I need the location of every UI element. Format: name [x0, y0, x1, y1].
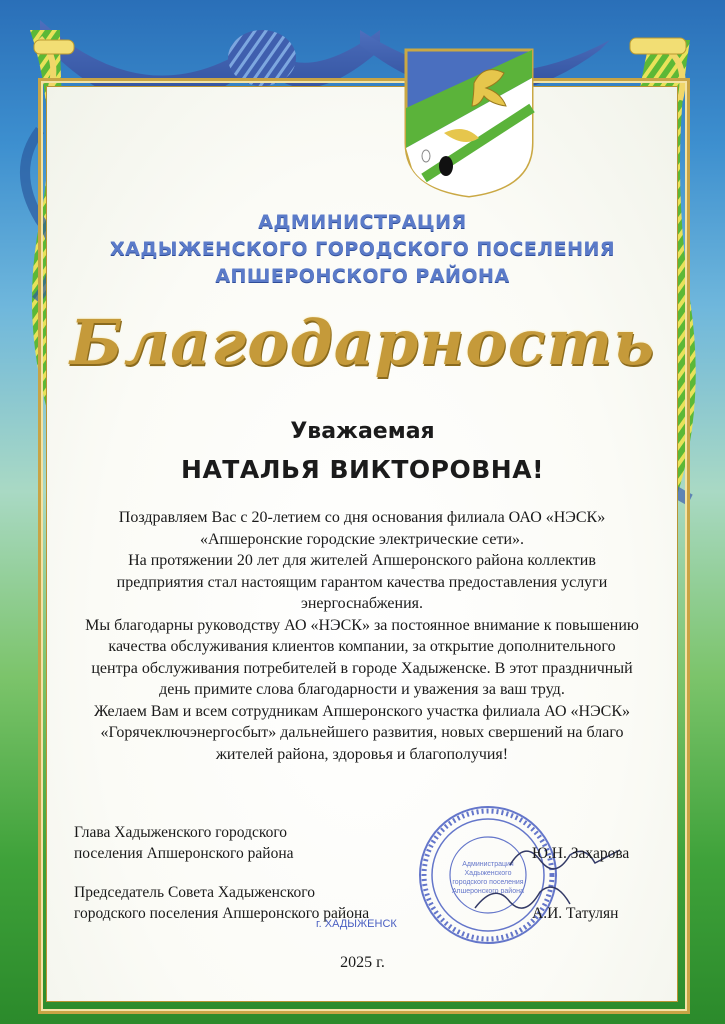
greeting-salutation: Уважаемая: [290, 419, 435, 444]
year: 2025 г.: [340, 954, 385, 971]
body-text: [84, 507, 640, 765]
signature-2-role-line1: Председатель Совета Хадыженского: [74, 884, 316, 901]
signature-2-role-line2: городского поселения Апшеронского района: [74, 905, 370, 922]
header-line-1: АДМИНИСТРАЦИЯ: [258, 211, 467, 233]
body-paragraph: На протяжении 20 лет для жителей Апшеронского района коллектив предприятия стал настоящим гарантом качества предоставления услуги энергоснабжения.: [116, 552, 608, 612]
body-paragraph: Поздравляем Вас с 20-летием со дня основания филиала ОАО «НЭСК» «Апшеронские городские электрические сети».: [118, 509, 606, 548]
body-paragraph: Мы благодарны руководству АО «НЭСК» за постоянное внимание к повышению качества обслуживания клиентов компании, за открытие дополнительного центра обслуживания потребителей в городе Хадыженске. В этот праздничный день примите слова благодарности и уважения за ваш труд.: [85, 616, 639, 698]
signature-1-role: [74, 822, 294, 864]
signature-2-name: А.И. Татулян: [532, 905, 619, 922]
header-line-2: ХАДЫЖЕНСКОГО ГОРОДСКОГО ПОСЕЛЕНИЯ: [109, 238, 616, 260]
svg-text:Администрация: Администрация: [462, 861, 514, 868]
greeting-name: НАТАЛЬЯ ВИКТОРОВНА!: [181, 455, 544, 484]
certificate-title: Благодарность: [69, 306, 656, 379]
svg-text:городского поселения: городского поселения: [452, 879, 524, 886]
stamp-city: г. ХАДЫЖЕНСК: [316, 918, 397, 930]
header-line-3: АПШЕРОНСКОГО РАЙОНА: [215, 265, 510, 287]
body-paragraph: Желаем Вам и всем сотрудникам Апшеронского участка филиала АО «НЭСК» «Горячеключэнергосбыт» дальнейшего развития, новых свершений на благо жителей района, здоровья и благополучия!: [93, 702, 631, 763]
svg-text:Апшеронского района: Апшеронского района: [452, 888, 524, 895]
signature-1-name: Ю.Н. Захарова: [532, 845, 630, 862]
official-stamp: [408, 800, 568, 950]
signature-1-role-line2: поселения Апшеронского района: [74, 845, 294, 862]
signature-1-role-line1: Глава Хадыженского городского: [74, 824, 288, 841]
coat-of-arms-emblem: [404, 48, 534, 198]
svg-text:Хадыженского: Хадыженского: [464, 870, 512, 877]
